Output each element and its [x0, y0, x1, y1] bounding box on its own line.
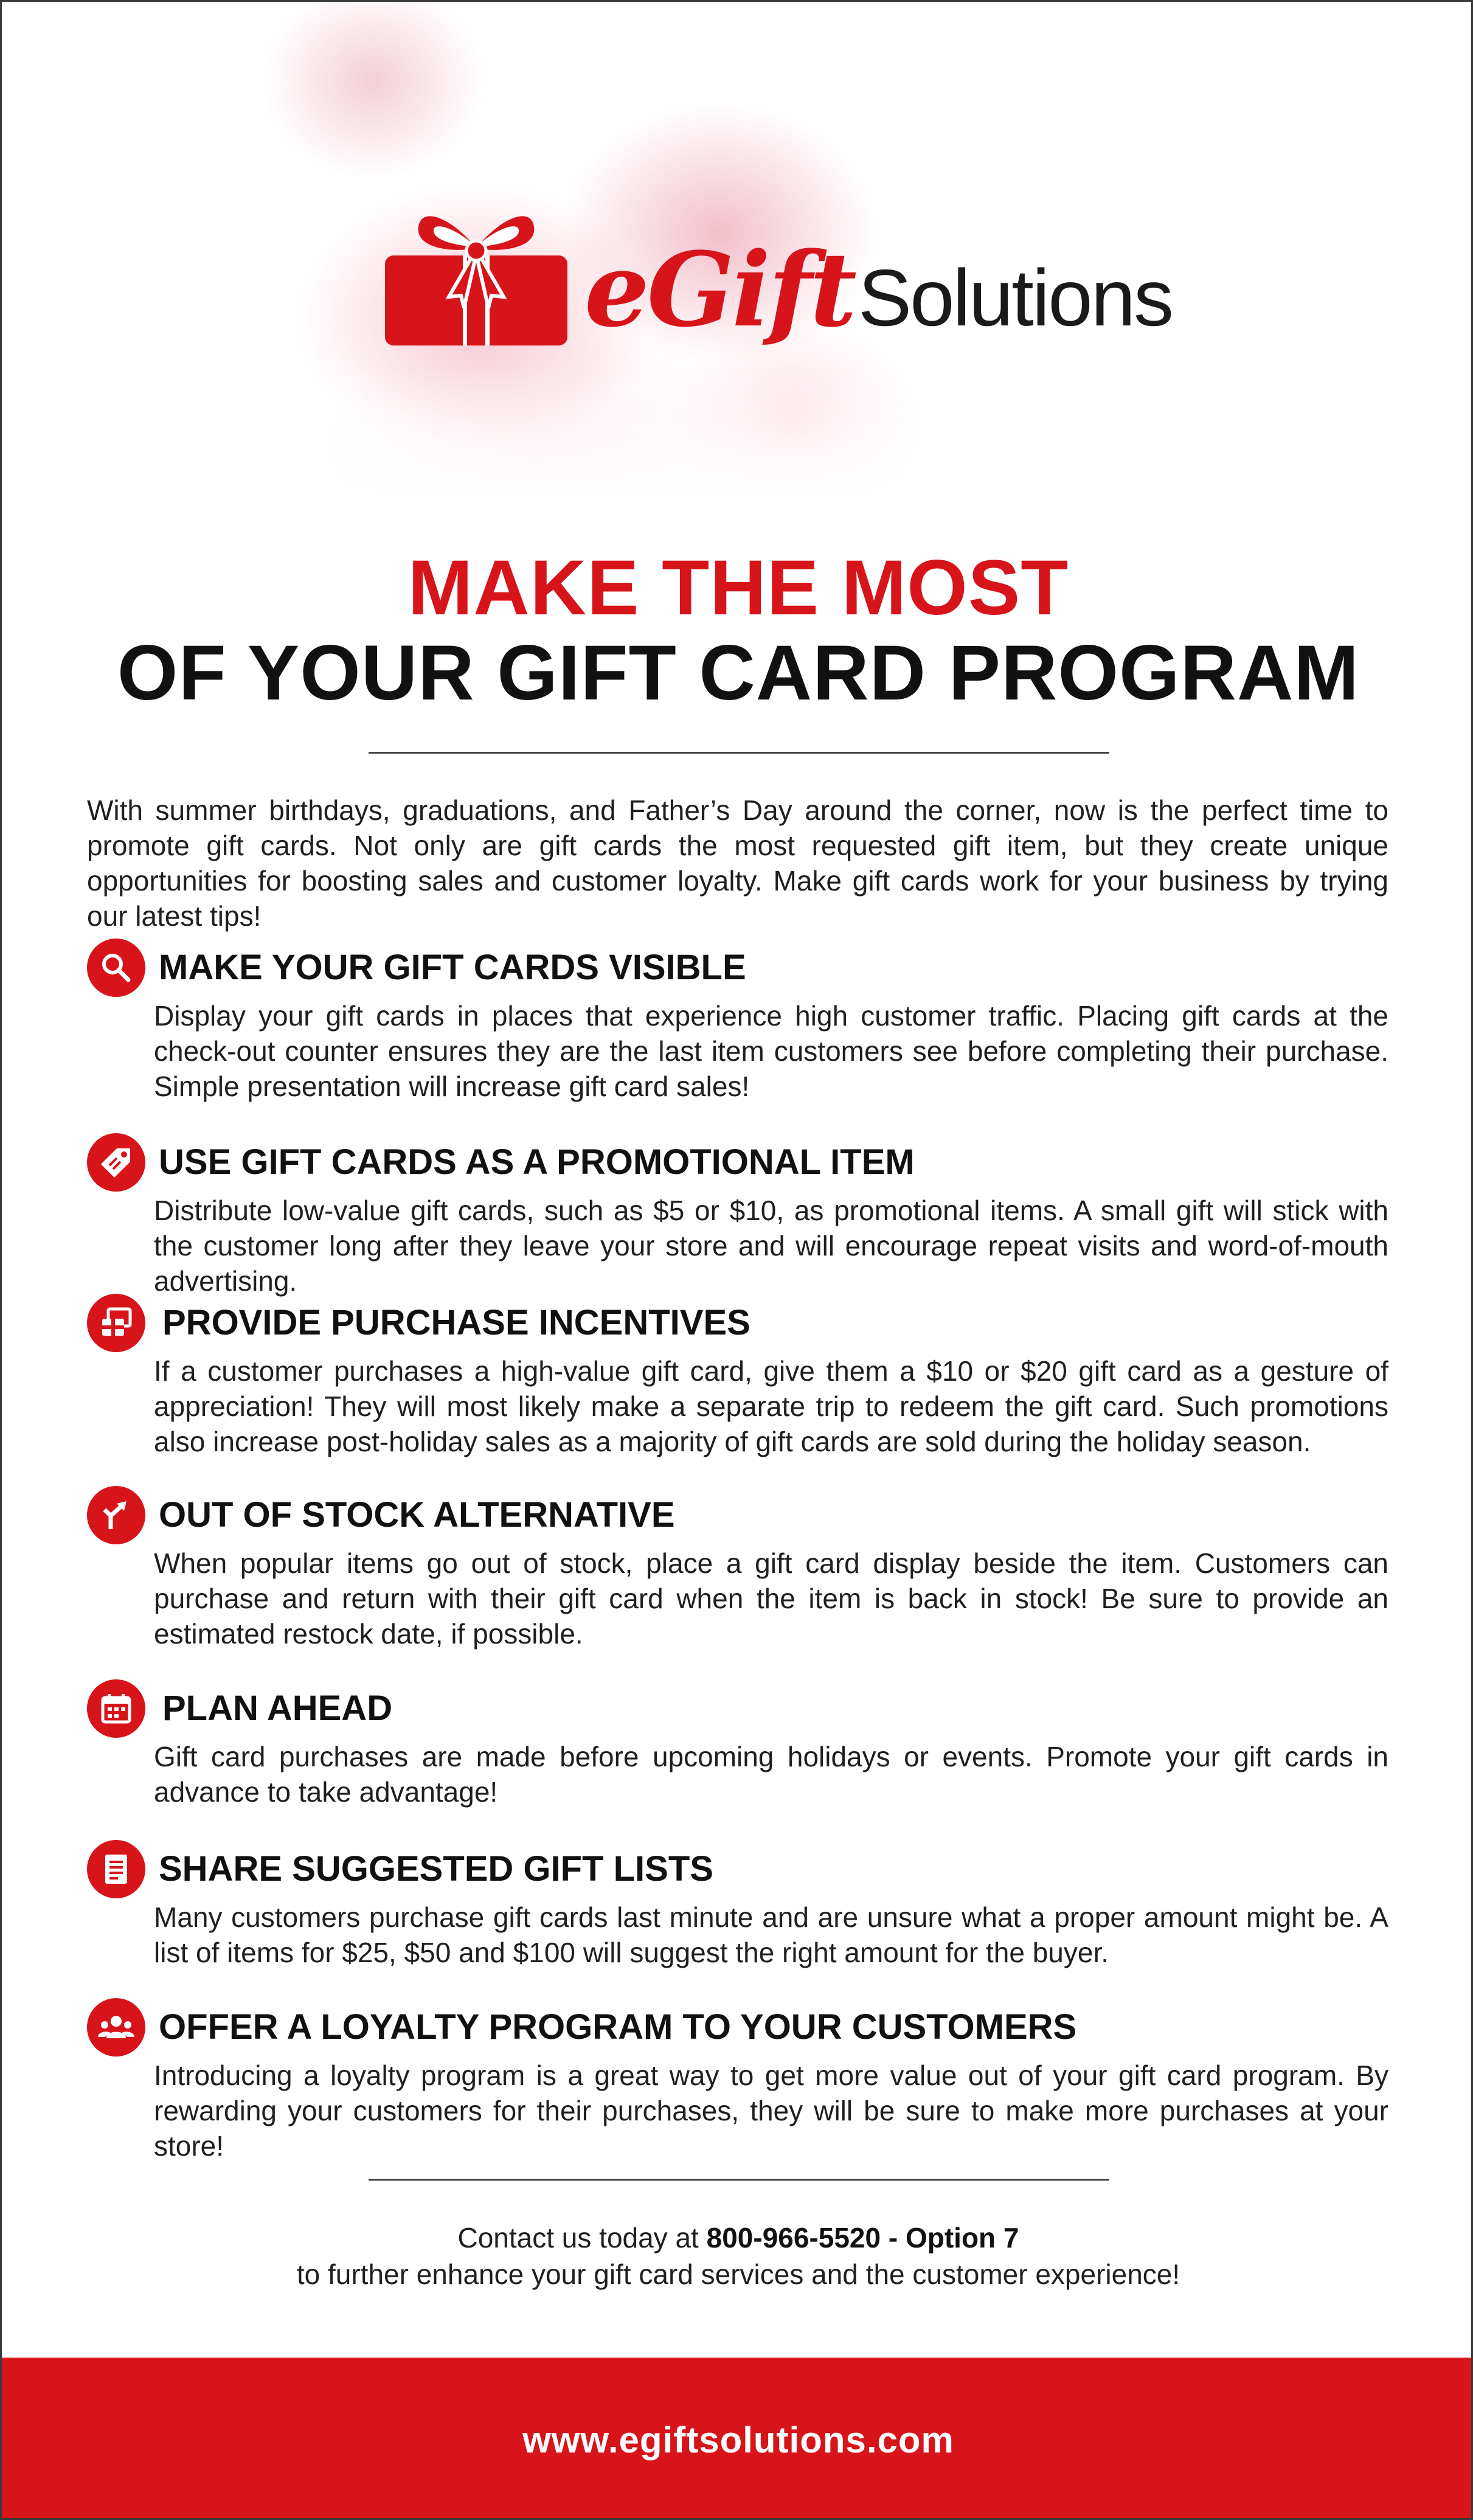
- list-icon: [87, 1840, 145, 1898]
- logo-egift-text: eGift: [584, 229, 855, 350]
- hero-banner: [2, 2, 1473, 501]
- divider-bottom: [369, 2179, 1109, 2181]
- tip-body: When popular items go out of stock, place a gift card display beside the item. Customers can purchase and return with their gift card when the item is back in stock! Be sure to provide an estimated restock date, if possible.: [154, 1547, 1388, 1650]
- calendar-icon: [87, 1679, 145, 1738]
- headline-line-2: OF YOUR GIFT CARD PROGRAM: [117, 630, 1360, 717]
- customers-icon: [87, 1998, 145, 2057]
- egift-solutions-logo: [385, 200, 1173, 350]
- tip-body: Introducing a loyalty program is a great way to get more value out of your gift card program. By rewarding your customers for their purchases, they will be sure to make more purchases at your store!: [154, 2060, 1388, 2162]
- website-link[interactable]: www.egiftsolutions.com: [522, 2419, 954, 2460]
- tip-title: MAKE YOUR GIFT CARDS VISIBLE: [159, 948, 746, 987]
- tip-body: Many customers purchase gift cards last minute and are unsure what a proper amount might be. A list of items for $25, $50 and $100 will suggest the right amount for the buyer.: [154, 1901, 1388, 1968]
- tip-body: Display your gift cards in places that experience high customer traffic. Placing gift cards at the check-out counter ensures they are the last item customers see before completing their purchase. Simple presentation will increase gift card sales!: [154, 1000, 1388, 1102]
- divider-top: [369, 752, 1109, 754]
- tip-body: Gift card purchases are made before upcoming holidays or events. Promote your gift cards in advance to take advantage!: [154, 1741, 1388, 1808]
- tip-body: Distribute low-value gift cards, such as $5 or $10, as promotional items. A small gift will stick with the customer long after they leave your store and will encourage repeat visits and word-of-mouth advertising.: [154, 1195, 1388, 1297]
- tip-title: OFFER A LOYALTY PROGRAM TO YOUR CUSTOMERS: [159, 2007, 1077, 2047]
- search-icon: [87, 939, 145, 997]
- contact-prefix: Contact us today at: [457, 2222, 707, 2254]
- gift-box-icon: [385, 206, 567, 345]
- tip-title: PROVIDE PURCHASE INCENTIVES: [162, 1303, 750, 1342]
- contact-line-2: to further enhance your gift card services and the customer experience!: [296, 2258, 1180, 2290]
- tip-title: PLAN AHEAD: [162, 1689, 393, 1728]
- logo-wordmark: [584, 229, 1173, 350]
- tag-icon: [87, 1133, 145, 1192]
- tip-title: USE GIFT CARDS AS A PROMOTIONAL ITEM: [159, 1142, 915, 1182]
- alternative-route-icon: [87, 1486, 145, 1544]
- contact-line-1: [2, 2220, 1473, 2256]
- tip-title: OUT OF STOCK ALTERNATIVE: [159, 1495, 675, 1535]
- tip-title: SHARE SUGGESTED GIFT LISTS: [159, 1849, 713, 1889]
- gift-cards-icon: [87, 1294, 145, 1352]
- contact-phone[interactable]: 800-966-5520 - Option 7: [706, 2222, 1019, 2254]
- logo-solutions-text: Solutions: [858, 253, 1173, 342]
- tip-body: If a customer purchases a high-value gift card, give them a $10 or $20 gift card as a gesture of appreciation! They will most likely make a separate trip to redeem the gift card. Such promotions also increase post-holiday sales as a majority of gift cards are sold during the holiday season.: [154, 1355, 1388, 1457]
- intro-paragraph: With summer birthdays, graduations, and Father’s Day around the corner, now is the perfect time to promote gift cards. Not only are gift cards the most requested gift item, but they create unique opportunities for boosting sales and customer loyalty. Make gift cards work for your business by trying our latest tips!: [87, 794, 1388, 932]
- headline-line-1: MAKE THE MOST: [407, 544, 1069, 631]
- footer-bar: [2, 2358, 1473, 2520]
